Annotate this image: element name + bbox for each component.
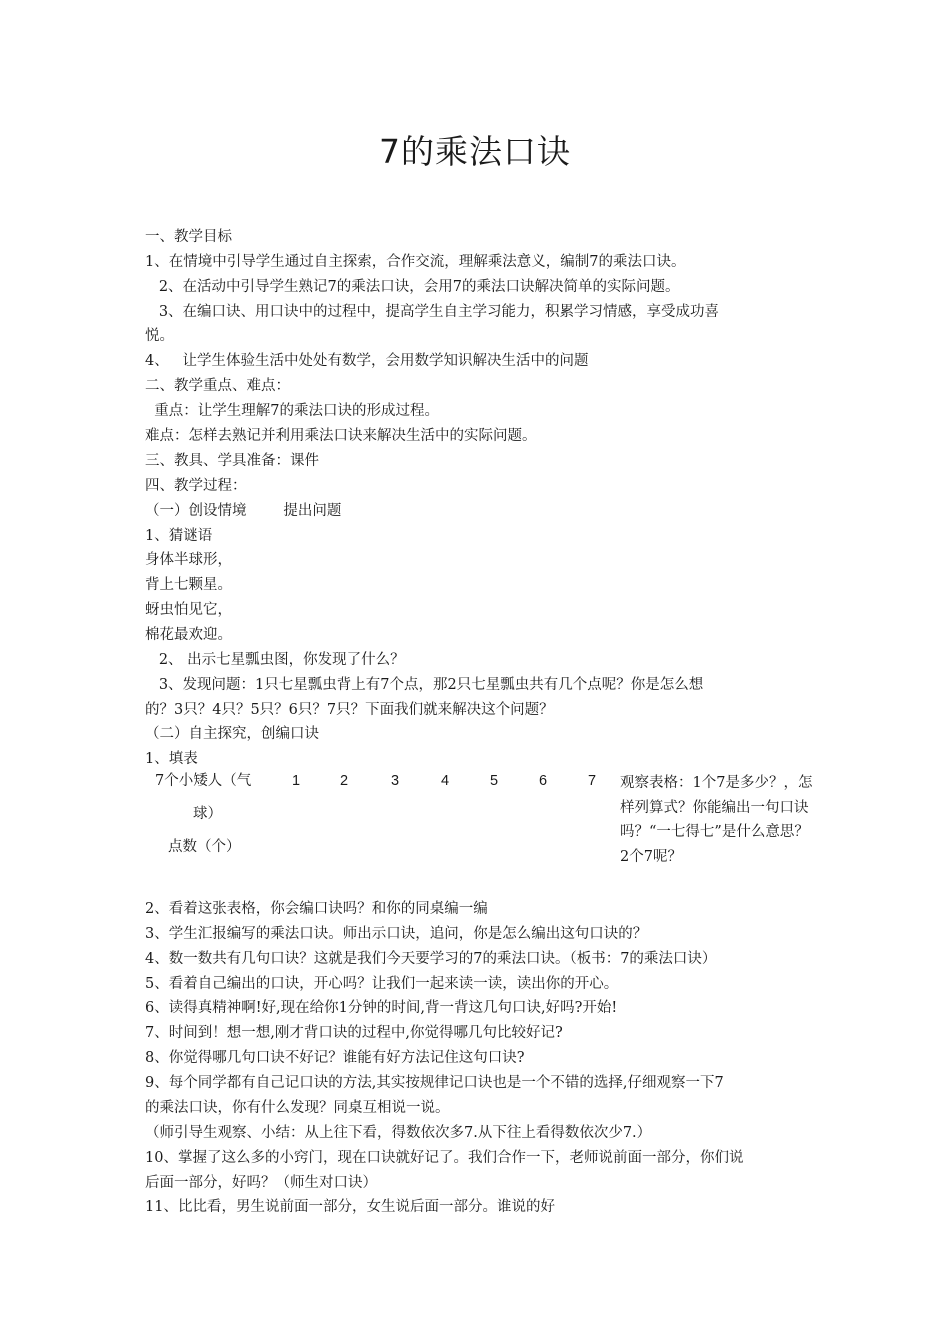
text-line: 的？3只？4只？5只？6只？7只？下面我们就来解决这个问题？ (145, 702, 554, 718)
text-line: 2、 出示七星瓢虫图，你发现了什么？ (145, 652, 405, 668)
text-line: 重点：让学生理解7的乘法口诀的形成过程。 (145, 403, 439, 419)
subsection-heading: （二）自主探究，创编口诀 (145, 726, 319, 742)
text-line: 3、发现问题：1只七星瓢虫背上有7个点，那2只七星瓢虫共有几个点呢？你是怎么想 (145, 677, 704, 693)
subsection-heading: （一）创设情境 提出问题 (145, 503, 342, 519)
section-heading: 一、教学目标 (145, 229, 232, 245)
text-line: 11、比比看，男生说前面一部分，女生说后面一部分。谁说的好 (145, 1199, 555, 1215)
table-column-header: 4 (441, 773, 450, 789)
riddle-line: 棉花最欢迎。 (145, 627, 232, 643)
table-column-header: 5 (490, 773, 499, 789)
table-observation-note: 观察表格：1个7是多少？，怎样列算式？你能编出一句口诀吗？“一七得七”是什么意思？2个7呢？ (620, 775, 813, 865)
text-line: 悦。 (145, 328, 174, 344)
text-line: 1、在情境中引导学生通过自主探索，合作交流，理解乘法意义，编制7的乘法口诀。 (145, 254, 686, 270)
text-line: 8、你觉得哪几句口诀不好记？谁能有好方法记住这句口诀? (145, 1050, 525, 1066)
table-row-label-ladybugs: 7个小矮人（气 (155, 773, 252, 789)
text-line: 9、每个同学都有自己记口诀的方法,其实按规律记口诀也是一个不错的选择,仔细观察一下7 (145, 1075, 724, 1091)
text-line: 难点：怎样去熟记并利用乘法口诀来解决生活中的实际问题。 (145, 428, 537, 444)
text-line: 4、数一数共有几句口诀？这就是我们今天要学习的7的乘法口诀。（板书：7的乘法口诀） (145, 951, 717, 967)
riddle-line: 蚜虫怕见它， (145, 602, 232, 618)
text-line: 5、看着自己编出的口诀，开心吗？让我们一起来读一读，读出你的开心。 (145, 976, 619, 992)
text-line: 后面一部分，好吗？（师生对口诀） (145, 1175, 377, 1191)
table-column-header: 2 (340, 773, 349, 789)
text-line: 10、掌握了这么多的小窍门，现在口诀就好记了。我们合作一下，老师说前面一部分，你们说 (145, 1150, 744, 1166)
text-line: 1、猜谜语 (145, 528, 213, 544)
text-line: 6、读得真精神啊!好,现在给你1分钟的时间,背一背这几句口诀,好吗?开始! (145, 1000, 618, 1016)
text-line: 7、时间到！想一想,刚才背口诀的过程中,你觉得哪几句比较好记? (145, 1025, 563, 1041)
text-line: 的乘法口诀，你有什么发现？同桌互相说一说。 (145, 1100, 450, 1116)
table-row-label-ladybugs-cont: 球） (193, 806, 222, 822)
table-column-header: 3 (391, 773, 400, 789)
text-line: 2、看着这张表格，你会编口诀吗？和你的同桌编一编 (145, 901, 488, 917)
text-line: （师引导生观察、小结：从上往下看，得数依次多7.从下往上看得数依次少7.） (145, 1125, 652, 1141)
riddle-line: 身体半球形， (145, 552, 232, 568)
table-column-header: 7 (588, 773, 597, 789)
section-heading: 三、教具、学具准备：课件 (145, 453, 319, 469)
text-line: 1、填表 (145, 751, 198, 767)
table-column-header: 1 (292, 773, 301, 789)
text-line: 3、学生汇报编写的乘法口诀。师出示口诀，追问，你是怎么编出这句口诀的？ (145, 926, 648, 942)
section-heading: 四、教学过程： (145, 478, 247, 494)
riddle-line: 背上七颗星。 (145, 577, 232, 593)
table-row-label-dots: 点数（个） (168, 839, 241, 855)
table-column-header: 6 (539, 773, 548, 789)
text-line: 2、在活动中引导学生熟记7的乘法口诀，会用7的乘法口诀解决简单的实际问题。 (145, 279, 680, 295)
page-title: 7的乘法口诀 (379, 132, 571, 171)
text-line: 3、在编口诀、用口诀中的过程中，提高学生自主学习能力，积累学习情感，享受成功喜 (145, 304, 720, 320)
text-line: 4、 让学生体验生活中处处有数学，会用数学知识解决生活中的问题 (145, 353, 589, 369)
section-heading: 二、教学重点、难点： (145, 378, 290, 394)
